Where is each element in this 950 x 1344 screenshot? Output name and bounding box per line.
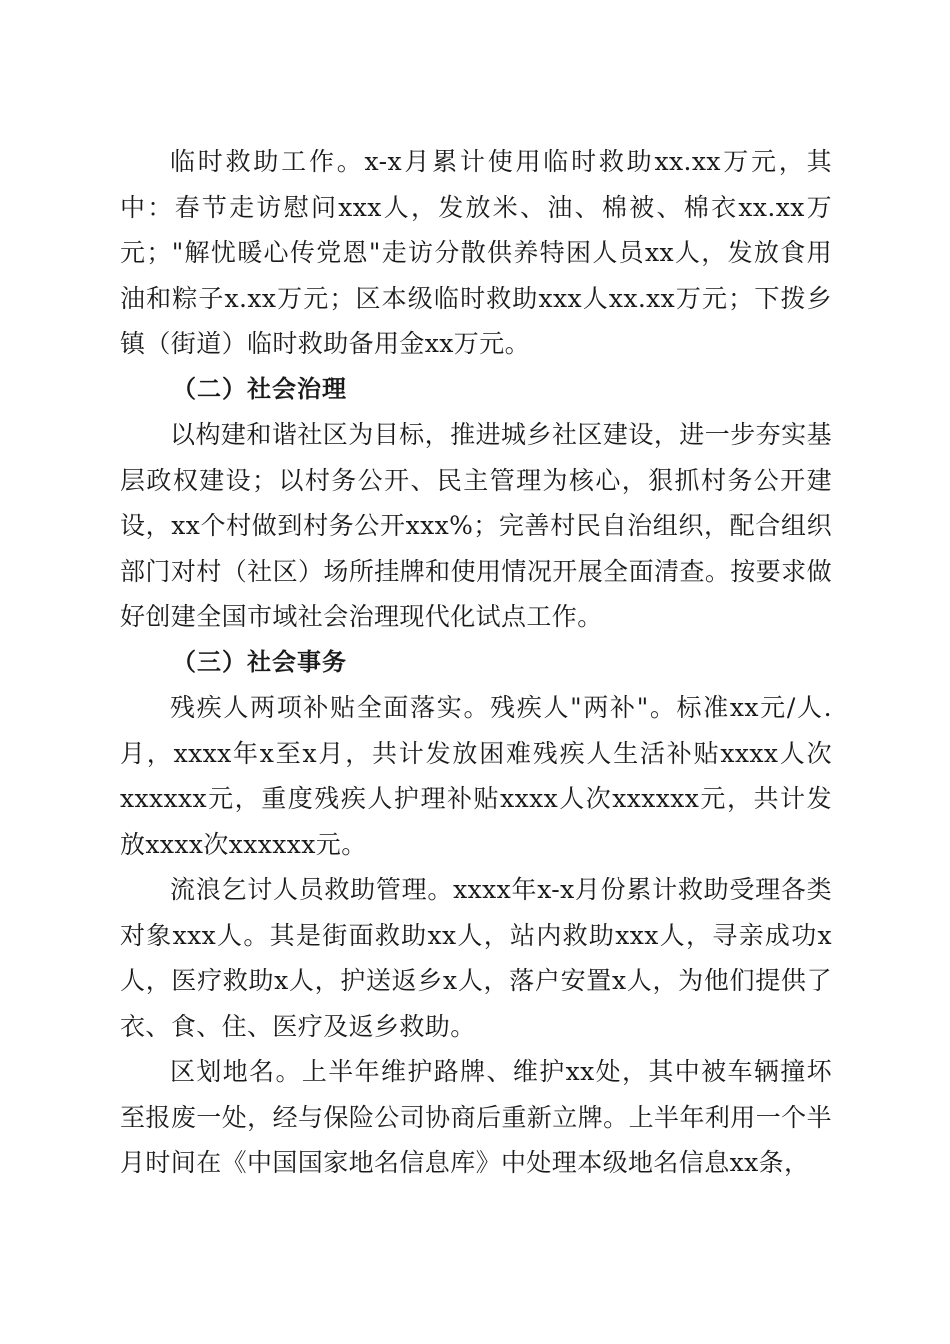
document-body	[120, 139, 832, 1186]
paragraph-community-building: 以构建和谐社区为目标，推进城乡社区建设，进一步夯实基层政权建设；以村务公开、民主管理为核心，狠抓村务公开建设，xx个村做到村务公开xxx%；完善村民自治组织，配合组织部门对村（社区）场所挂牌和使用情况开展全面清查。按要求做好创建全国市域社会治理现代化试点工作。	[120, 420, 832, 631]
section-heading-social-affairs: （三）社会事务	[172, 647, 347, 676]
section-heading-social-governance: （二）社会治理	[172, 374, 347, 403]
paragraph-temporary-assistance: 临时救助工作。x-x月累计使用临时救助xx.xx万元，其中：春节走访慰问xxx人，发放米、油、棉被、棉衣xx.xx万元；"解忧暖心传党恩"走访分散供养特困人员xx人，发放食用油和粽子x.xx万元；区本级临时救助xxx人xx.xx万元；下拨乡镇（街道）临时救助备用金xx万元。	[120, 147, 832, 358]
paragraph-place-names: 区划地名。上半年维护路牌、维护xx处，其中被车辆撞坏至报废一处，经与保险公司协商后重新立牌。上半年利用一个半月时间在《中国国家地名信息库》中处理本级地名信息xx条，	[120, 1057, 832, 1177]
paragraph-disability-subsidy: 残疾人两项补贴全面落实。残疾人"两补"。标准xx元/人.月，xxxx年x至x月，共计发放困难残疾人生活补贴xxxx人次xxxxxx元，重度残疾人护理补贴xxxx人次xxxxxx元，共计发放xxxx次xxxxxx元。	[120, 693, 832, 859]
paragraph-vagrant-assistance: 流浪乞讨人员救助管理。xxxx年x-x月份累计救助受理各类对象xxx人。其是街面救助xx人，站内救助xxx人，寻亲成功x人，医疗救助x人，护送返乡x人，落户安置x人，为他们提供了衣、食、住、医疗及返乡救助。	[120, 875, 832, 1041]
